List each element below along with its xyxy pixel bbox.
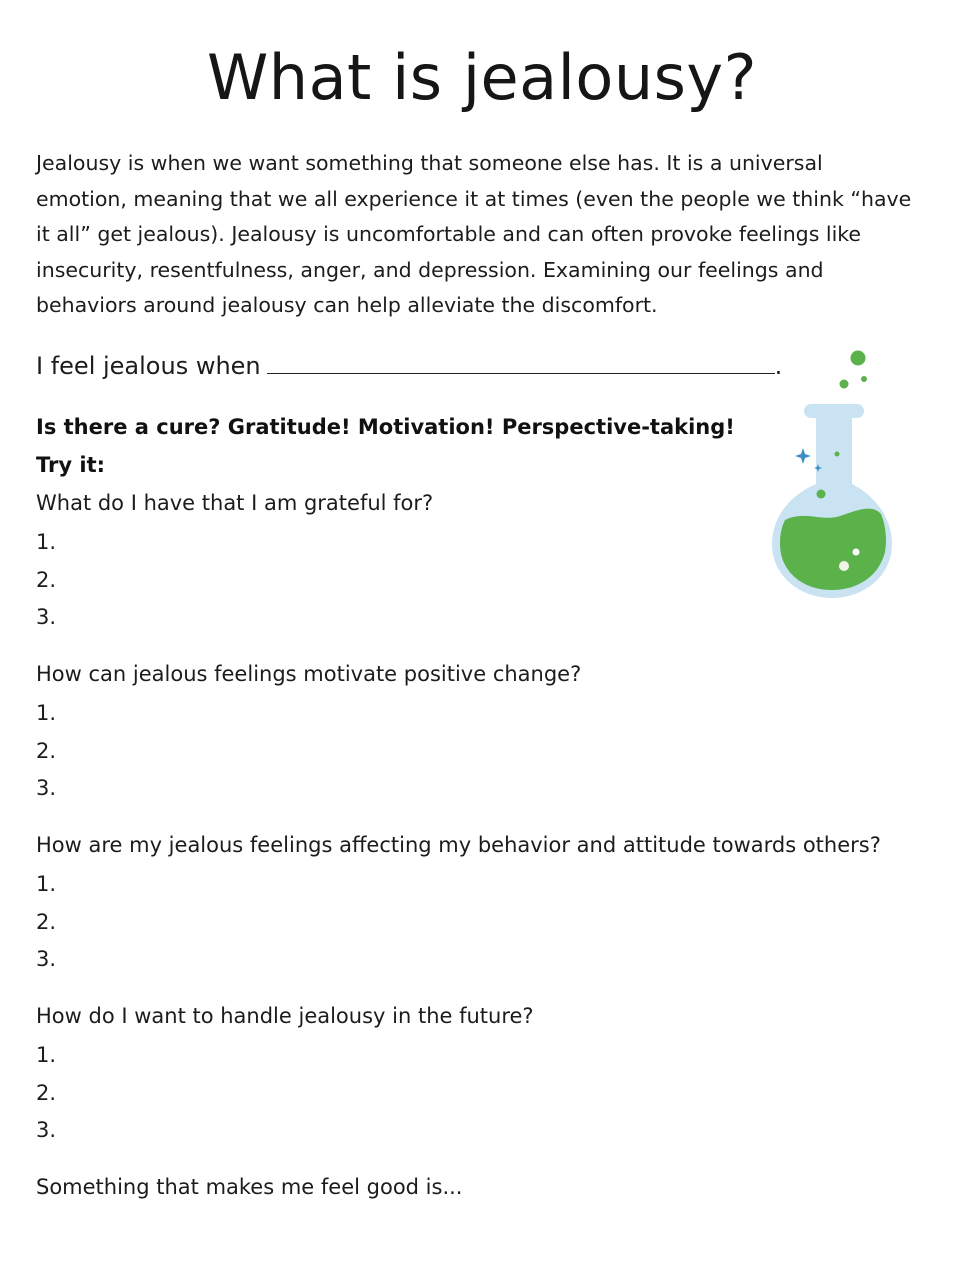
question: How do I want to handle jealousy in the future? — [36, 1004, 534, 1028]
answer-line: 2. — [36, 567, 57, 592]
question: What do I have that I am grateful for? — [36, 491, 434, 515]
page-title: What is jealousy? — [206, 41, 758, 114]
bubble — [835, 452, 840, 457]
answer-line: 2. — [36, 909, 57, 934]
bubble — [853, 549, 860, 556]
answer-line: 1. — [36, 701, 57, 725]
question-section-behavior — [36, 828, 936, 979]
cure-heading: Is there a cure? Gratitude! Motivation! Perspective-taking! — [36, 415, 735, 439]
intro-paragraph: Jealousy is when we want something that someone else has. It is a universal emotion, meaning that we all experience it at times (even the people we think “have it all” get jealous). Jealousy is uncomfortable and can often provoke feelings like insecurity, resentfulness, anger, and depression. Examining our feelings and behaviors around jealousy can help alleviate the discomfort. — [36, 151, 912, 317]
bubble — [817, 490, 826, 499]
answer-line: 3. — [36, 605, 57, 629]
question: How can jealous feelings motivate positive change? — [36, 662, 582, 686]
question-section-motivation — [36, 657, 936, 808]
potion-flask-icon — [760, 344, 910, 604]
answer-line: 1. — [36, 530, 57, 554]
question-section-future — [36, 999, 936, 1150]
answer-line: 3. — [36, 776, 57, 800]
answer-line: 1. — [36, 872, 57, 896]
question: How are my jealous feelings affecting my behavior and attitude towards others? — [36, 833, 881, 857]
answer-line: 1. — [36, 1043, 57, 1067]
bubble — [839, 561, 849, 571]
bubble — [851, 351, 866, 366]
prompt-label: I feel jealous when — [36, 352, 261, 380]
jealous-prompt — [36, 348, 782, 384]
answer-line: 3. — [36, 1118, 57, 1142]
answer-line: 2. — [36, 738, 57, 763]
flask-rim — [804, 404, 864, 418]
answer-line: 2. — [36, 1080, 57, 1105]
try-it-heading: Try it: — [36, 453, 106, 477]
sparkle-icon — [795, 448, 811, 464]
bubble — [861, 376, 867, 382]
bubble — [840, 380, 849, 389]
closing-prompt: Something that makes me feel good is... — [36, 1175, 463, 1199]
prompt-blank-line[interactable] — [267, 351, 775, 374]
answer-line: 3. — [36, 947, 57, 971]
prompt-end: . — [774, 352, 783, 380]
